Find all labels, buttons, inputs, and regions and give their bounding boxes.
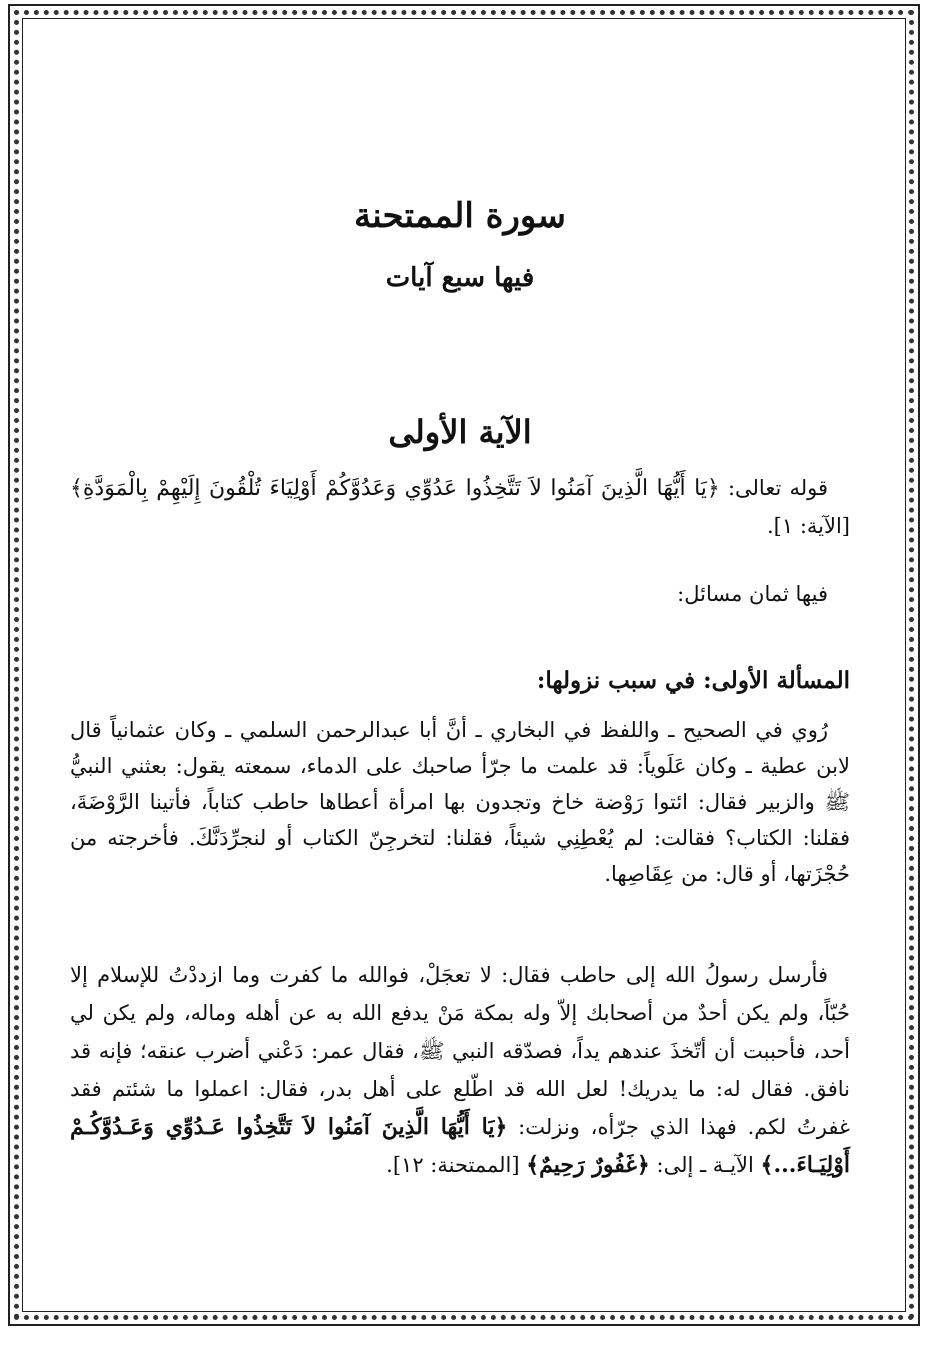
masail-count-text: فيها ثمان مسائل: <box>677 582 828 606</box>
paragraph-2 <box>70 956 850 1184</box>
surah-title: سورة الممتحنة <box>354 196 566 236</box>
paragraph-2-ref: [الممتحنة: ١٢]. <box>386 1153 527 1177</box>
page-content <box>70 0 850 1310</box>
masala-1-heading: المسألة الأولى: في سبب نزولها: <box>536 667 850 694</box>
masail-count <box>70 576 850 613</box>
intro-paragraph <box>70 470 850 544</box>
paragraph-2-verse-b: ﴿غَفُورٌ رَحِيمٌ﴾ <box>526 1152 650 1178</box>
paragraph-2-verse-a: ﴿يَا أَيُّهَا الَّذِينَ آمَنُوا لاَ تَتَّخِذُوا عَـدُوِّي وَعَـدُوَّكُـمْ أَوْلِيَـاءَ...﴾ <box>70 1114 850 1178</box>
intro-verse: ﴿يَا أَيُّهَا الَّذِينَ آمَنُوا لاَ تَتَّخِذُوا عَدُوِّي وَعَدُوَّكُمْ أَوْلِيَاءَ تُلْقُونَ إِلَيْهِمْ بِالْمَوَدَّةِ﴾ <box>70 476 720 501</box>
intro-lead: قوله تعالى: <box>719 476 828 500</box>
masala-1-paragraph <box>70 712 850 892</box>
surah-subtitle: فيها سبع آيات <box>385 263 535 293</box>
masala-1-text: رُوي في الصحيح ـ واللفظ في البخاري ـ أنَّ أبا عبدالرحمن السلمي ـ وكان عثمانياً قال لابن عطية ـ وكان عَلَوياً: قد علمت ما جرّأ صاحبك على الدماء، سمعته يقول: بعثني النبيُّ ﷺ والزبير فقال: ائتوا رَوْضة خاخ وتجدون بها امرأة أعطاها حاطب كتاباً، فأتينا الرَّوْضَةَ، فقلنا: الكتاب؟ فقالت: لم يُعْطِنِي شيئاً، فقلنا: لتخرجِنّ الكتاب أو لنجرِّدَنَّكَ. فأخرجته من حُجْزَتها، أو قال: من عِقَاصِها. <box>70 718 850 886</box>
intro-ref: [الآية: ١]. <box>766 513 850 538</box>
paragraph-2-text-a: فأرسل رسولُ الله إلى حاطب فقال: لا تعجَلْ، فوالله ما كفرت وما ازددْتُ للإسلام إلا حُبّاً، ولم يكن أحدٌ من أصحابك إلاّ وله بمكة مَنْ يدفع الله به عن أهله وماله، ولم يكن لي أحد، فأحببت أن أتّخذَ عندهم يداً، فصدّقه النبي ﷺ، فقال عمر: دَعْني أضرب عنقه؛ فإنه قد نافق. فقال له: ما يدريك! لعل الله قد اطّلع على أهل بدر، فقال: اعملوا ما شئتم فقد غفرتُ لكم. فهذا الذي جرّأه، ونزلت: <box>70 963 851 1139</box>
paragraph-2-text-b: الآيـة ـ إلى: <box>649 1153 761 1177</box>
ayah-heading: الآية الأولى <box>388 413 532 451</box>
